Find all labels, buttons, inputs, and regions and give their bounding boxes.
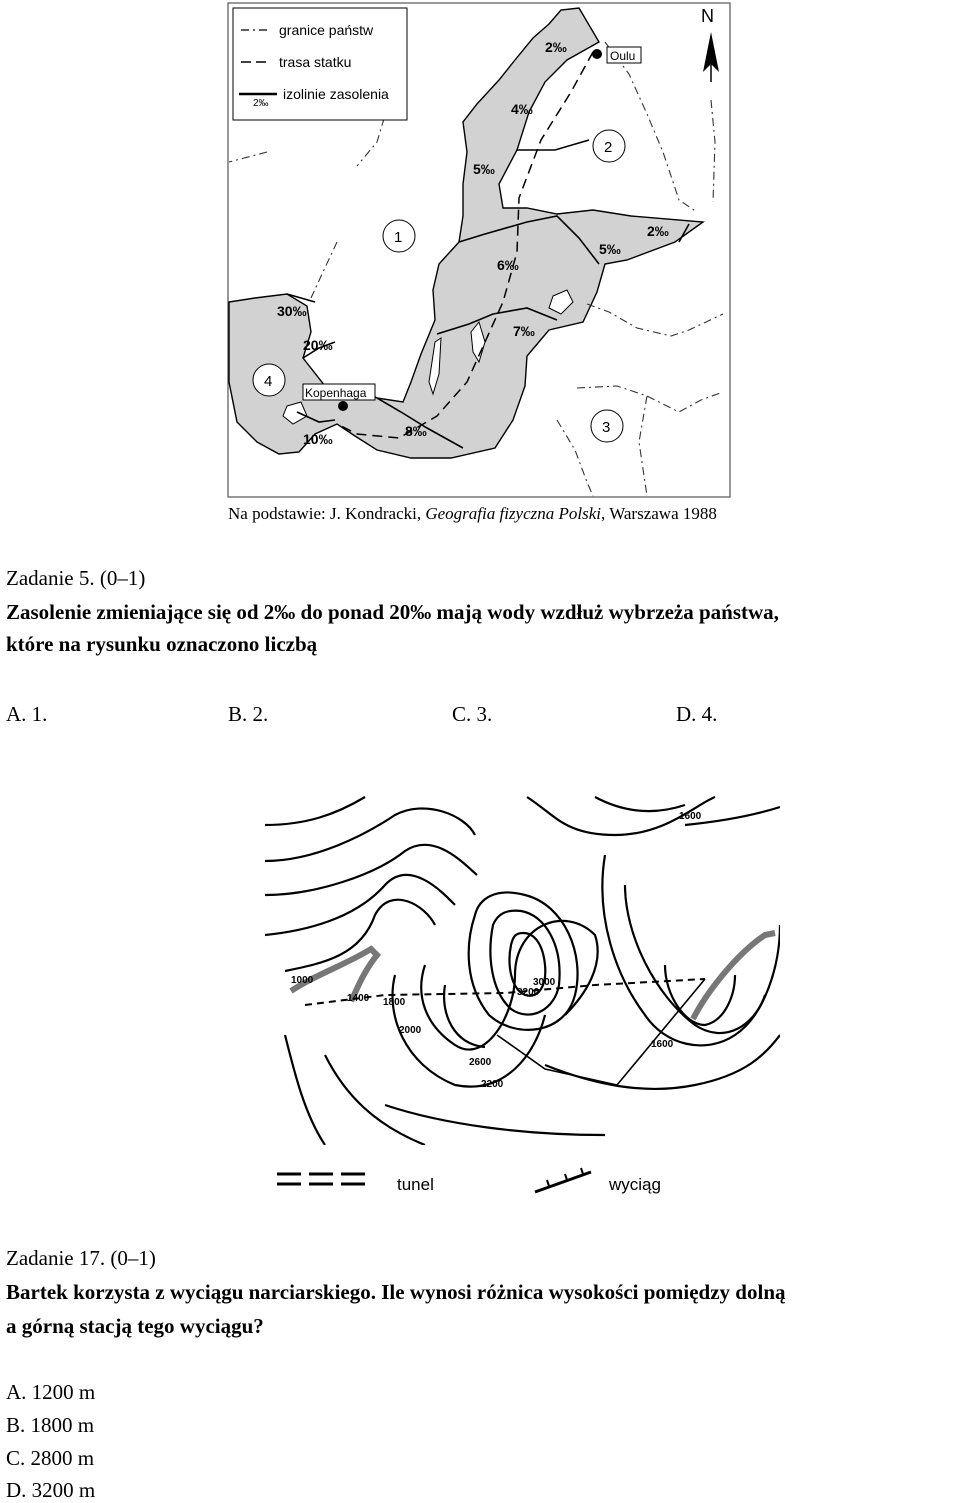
task17-option-a[interactable]: A. 1200 m <box>6 1380 96 1404</box>
country-number: 3 <box>602 419 611 436</box>
country-number: 1 <box>394 229 403 246</box>
task5-option-d[interactable]: D. 4. <box>676 702 718 726</box>
north-label: N <box>701 6 714 26</box>
contour-label: 3200 <box>517 987 540 998</box>
tunnel-legend-icon <box>277 1174 365 1184</box>
salinity-label: 10‰ <box>303 431 333 447</box>
caption-prefix: Na podstawie: J. Kondracki, <box>228 504 426 523</box>
legend-route-label: trasa statku <box>279 54 352 70</box>
legend-lift-label: wyciąg <box>609 1175 661 1194</box>
contour-label: 3000 <box>533 977 556 988</box>
contour-label: 1800 <box>383 997 406 1008</box>
city-oulu: Oulu <box>610 49 636 63</box>
contour-label: 2600 <box>469 1057 492 1068</box>
task5-question-line2: które na rysunku oznaczono liczbą <box>6 632 318 656</box>
contour-map-legend <box>265 1160 685 1200</box>
city-kopenhaga: Kopenhaga <box>305 386 367 400</box>
contour-map <box>265 795 780 1145</box>
country-number: 2 <box>604 139 613 156</box>
legend-isolines-label: izolinie zasolenia <box>283 86 389 102</box>
salinity-label: 20‰ <box>303 337 333 353</box>
legend-borders-label: granice państw <box>279 22 374 38</box>
salinity-label: 5‰ <box>599 241 621 257</box>
contour-label: 1400 <box>347 993 370 1004</box>
task5-option-c[interactable]: C. 3. <box>452 702 493 726</box>
task5-question-line1: Zasolenie zmieniające się od 2‰ do ponad 20‰ mają wody wzdłuż wybrzeża państwa, <box>6 600 779 624</box>
contour-label: 1600 <box>651 1039 674 1050</box>
country-number: 4 <box>264 373 273 390</box>
salinity-label: 7‰ <box>513 323 535 339</box>
salinity-label: 30‰ <box>277 303 307 319</box>
oulu-marker <box>592 49 602 59</box>
task17-question-line1: Bartek korzysta z wyciągu narciarskiego. Ile wynosi różnica wysokości pomiędzy dolną <box>6 1280 786 1304</box>
source-caption <box>228 504 717 524</box>
caption-suffix: , Warszawa 1988 <box>601 504 717 523</box>
lift-legend-icon <box>535 1172 591 1192</box>
task5-heading: Zadanie 5. (0–1) <box>6 566 146 590</box>
salinity-label: 6‰ <box>497 257 519 273</box>
contour-label: 1600 <box>679 811 702 822</box>
legend-isoline-sample: 2‰ <box>253 98 269 109</box>
caption-book-title: Geografia fizyczna Polski <box>425 504 601 523</box>
task17-option-d[interactable]: D. 3200 m <box>6 1478 96 1502</box>
task17-heading: Zadanie 17. (0–1) <box>6 1246 156 1270</box>
contour-label: 1000 <box>291 975 314 986</box>
contour-label: 2000 <box>399 1025 422 1036</box>
contour-label: 2200 <box>481 1079 504 1090</box>
map1-legend <box>233 8 407 120</box>
salinity-label: 5‰ <box>473 161 495 177</box>
task17-option-c[interactable]: C. 2800 m <box>6 1446 95 1470</box>
north-arrow-icon <box>697 6 725 86</box>
contour-lines <box>265 797 780 1145</box>
baltic-salinity-map <box>227 2 731 498</box>
salinity-label: 4‰ <box>511 101 533 117</box>
salinity-label: 8‰ <box>405 423 427 439</box>
task5-option-b[interactable]: B. 2. <box>228 702 269 726</box>
salinity-label: 2‰ <box>545 39 567 55</box>
salinity-label: 2‰ <box>647 223 669 239</box>
task17-option-b[interactable]: B. 1800 m <box>6 1413 95 1437</box>
kopenhaga-marker <box>338 401 348 411</box>
task17-question-line2: a górną stacją tego wyciągu? <box>6 1314 264 1338</box>
legend-tunnel-label: tunel <box>397 1175 434 1194</box>
task5-option-a[interactable]: A. 1. <box>6 702 48 726</box>
